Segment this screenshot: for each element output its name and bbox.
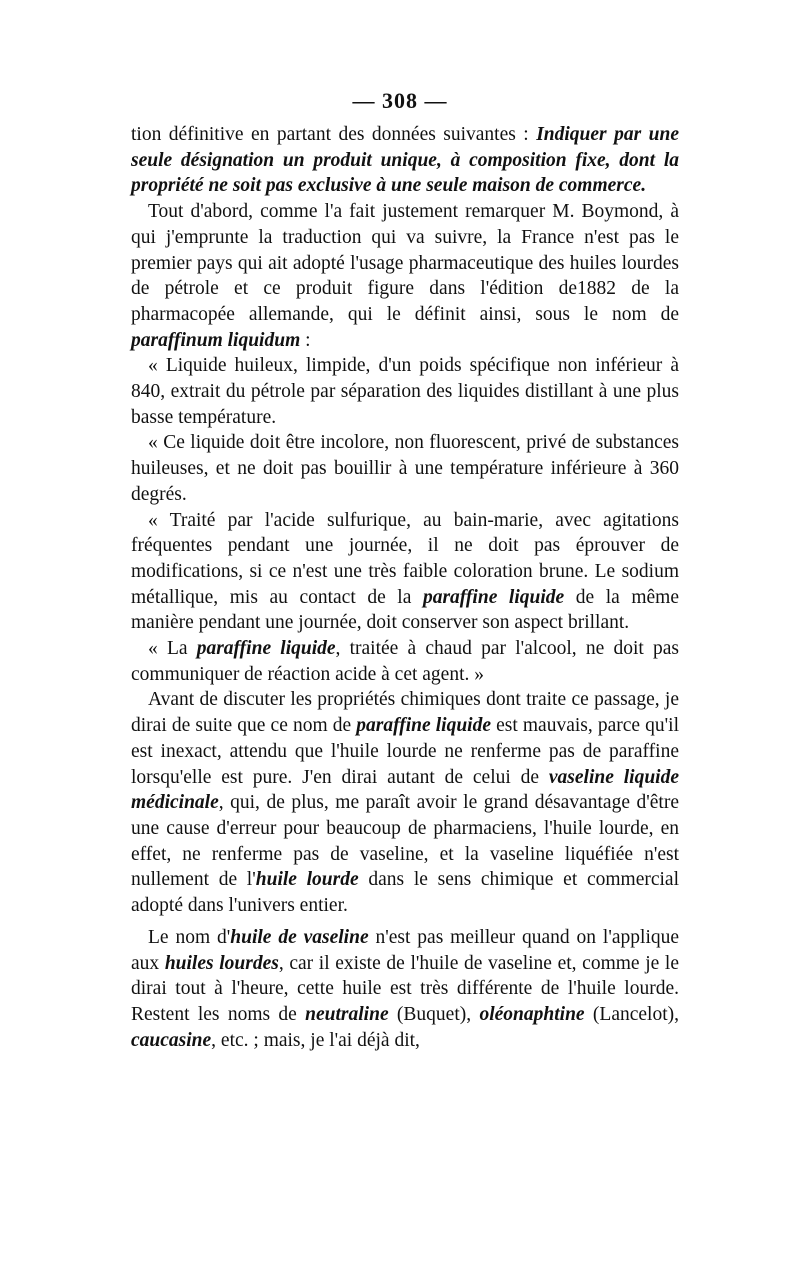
text-run: Avant de discuter les propriétés chimiques dont traite ce passage, je dirai de suite que ce nom de xyxy=(131,689,679,737)
italic-run: huiles lourdes xyxy=(164,952,279,974)
text-run: (Buquet), xyxy=(388,1003,480,1025)
body-text xyxy=(131,122,679,1053)
paragraph-0 xyxy=(131,122,679,199)
italic-run: huile lourde xyxy=(255,869,359,891)
paragraph-4 xyxy=(131,508,679,637)
italic-run: huile de vaseline xyxy=(230,926,369,948)
italic-run: Indiquer par une seule désignation un produit unique, à composition fixe, dont la propriété ne soit pas exclusive à une seule maison de commerce. xyxy=(131,124,679,197)
page-number: — 308 — xyxy=(352,88,448,113)
italic-run: vaseline liquide médicinale xyxy=(131,766,679,814)
paragraph-6 xyxy=(131,687,679,918)
paragraph-7 xyxy=(131,925,679,1054)
text-run: dans le sens chimique et commercial adopté dans l'univers entier. xyxy=(131,869,679,917)
text-run: , traitée à chaud par l'alcool, ne doit pas communiquer de réaction acide à cet agent. » xyxy=(131,638,679,685)
italic-run: paraffine liquide xyxy=(196,638,336,660)
text-run: de la même manière pendant une journée, doit conserver son aspect brillant. xyxy=(131,586,679,634)
paragraph-3: « Ce liquide doit être incolore, non fluorescent, privé de substances huileuses, et ne doit pas bouillir à une température inférieure à 360 degrés. xyxy=(131,432,679,505)
text-run: : xyxy=(300,329,311,351)
text-run: (Lancelot), xyxy=(584,1003,679,1025)
text-run: , etc. ; mais, je l'ai déjà dit, xyxy=(211,1029,420,1051)
text-run: Le nom d' xyxy=(148,926,231,948)
text-run: , car il existe de l'huile de vaseline et, comme je le dirai tout à l'heure, cette huile est très différente de l'huile lourde. Restent les noms de xyxy=(131,952,680,1025)
paragraph-1 xyxy=(131,199,679,353)
text-run: , qui, de plus, me paraît avoir le grand désavantage d'être une cause d'erreur pour beaucoup de pharmaciens, l'huile lourde, en effet, ne renferme pas de vaseline, et la vaseline liquéfiée n'est nullement de l' xyxy=(131,792,679,891)
italic-run: neutraline xyxy=(305,1003,389,1025)
text-run: Tout d'abord, comme l'a fait justement remarquer M. Boymond, à qui j'emprunte la traduction qui va suivre, la France n'est pas le premier pays qui ait adopté l'usage pharmaceutique des huiles lourdes de pétrole et ce produit figure dans l'édition de1882 de la pharmacopée allemande, qui le définit ainsi, sous le nom de xyxy=(131,201,679,325)
text-run: « Traité par l'acide sulfurique, au bain-marie, avec agitations fréquentes pendant une journée, il ne doit pas éprouver de modifications, si ce n'est une très faible coloration brune. Le sodium métallique, mis au contact de la xyxy=(131,509,679,608)
text-run: tion définitive en partant des données suivantes : xyxy=(131,124,537,145)
italic-run: paraffine liquide xyxy=(422,586,565,608)
italic-run: oléonaphtine xyxy=(479,1003,585,1025)
paragraph-5 xyxy=(131,636,679,687)
italic-run: paraffine liquide xyxy=(356,715,491,737)
text-run: est mauvais, parce qu'il est inexact, attendu que l'huile lourde ne renferme pas de paraffine lorsqu'elle est pure. J'en dirai autant de celui de xyxy=(131,715,679,788)
italic-run: caucasine xyxy=(131,1029,212,1051)
text-run: n'est pas meilleur quand on l'applique aux xyxy=(131,926,680,974)
text-run: « La xyxy=(148,638,197,660)
paragraph-2: « Liquide huileux, limpide, d'un poids spécifique non inférieur à 840, extrait du pétrole par séparation des liquides distillant à une plus basse température. xyxy=(131,355,679,428)
italic-run: paraffinum liquidum xyxy=(131,329,301,351)
